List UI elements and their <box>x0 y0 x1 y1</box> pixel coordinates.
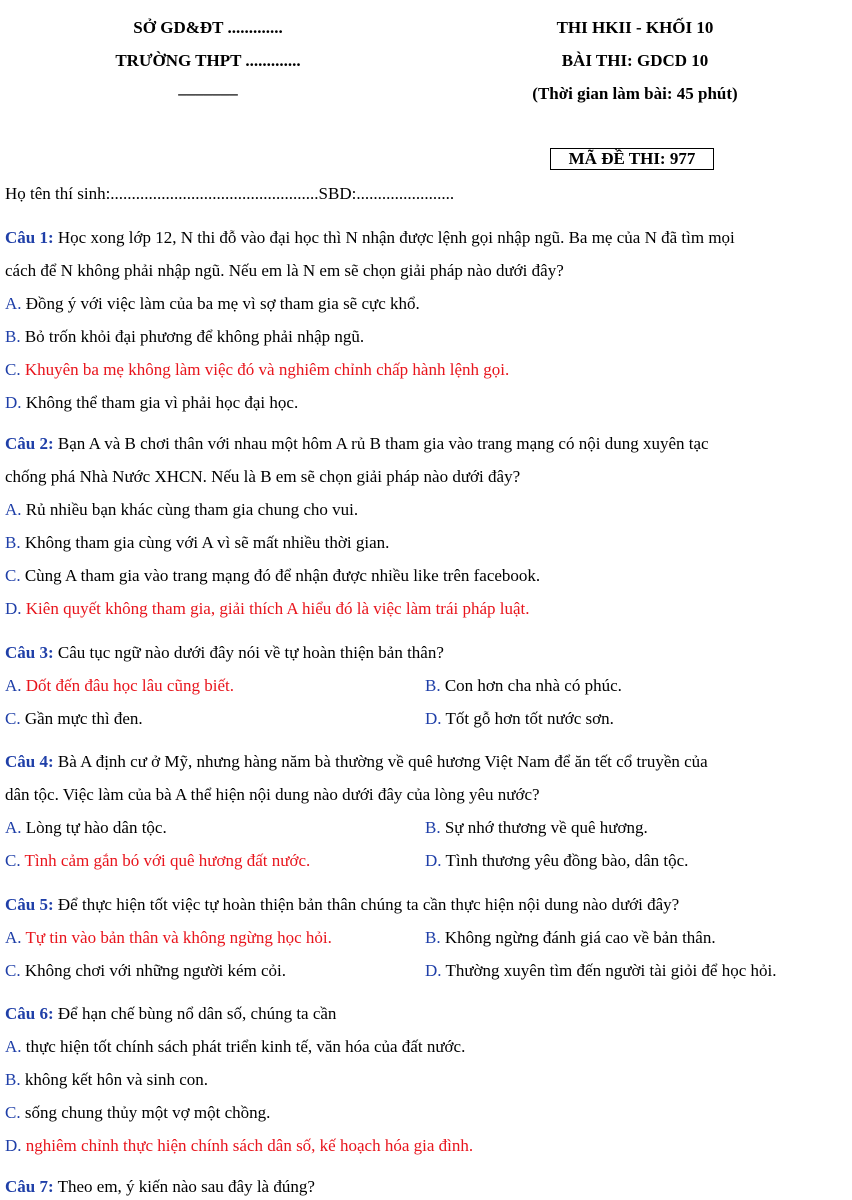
option-text: Đồng ý với việc làm của ba mẹ vì sợ tham gia sẽ cực khổ. <box>21 294 420 313</box>
option-text: sống chung thủy một vợ một chồng. <box>20 1103 271 1122</box>
option-text-correct: Tự tin vào bản thân và không ngừng học hỏi. <box>21 928 332 947</box>
question-6-option-d <box>5 1136 845 1156</box>
option-letter: D. <box>5 1136 22 1155</box>
question-6-option-a <box>5 1037 845 1057</box>
option-letter: B. <box>425 818 441 837</box>
option-letter: B. <box>5 327 21 346</box>
option-letter: C. <box>5 566 21 585</box>
exam-title: THI HKII - KHỐI 10 <box>556 18 714 37</box>
question-text: chống phá Nhà Nước XHCN. Nếu là B em sẽ chọn giải pháp nào dưới đây? <box>5 467 521 486</box>
option-letter: A. <box>5 818 22 837</box>
exam-code-box: MÃ ĐỀ THI: 977 <box>550 148 714 170</box>
question-2-line-2 <box>5 467 845 487</box>
question-1-line-1 <box>5 228 845 248</box>
question-4-option-b <box>425 818 648 838</box>
option-letter: C. <box>5 360 21 379</box>
student-info-line: Họ tên thí sinh:.................................................SBD:....................... <box>5 184 455 203</box>
question-label: Câu 5: <box>5 895 54 914</box>
question-1-option-c <box>5 360 845 380</box>
option-letter: B. <box>425 676 441 695</box>
question-1-line-2 <box>5 261 845 281</box>
question-label: Câu 4: <box>5 752 54 771</box>
question-3-options-row-2 <box>5 709 845 729</box>
question-label: Câu 1: <box>5 228 54 247</box>
option-text-correct: Khuyên ba mẹ không làm việc đó và nghiêm chỉnh chấp hành lệnh gọi. <box>20 360 510 379</box>
question-text: Câu tục ngữ nào dưới đây nói về tự hoàn thiện bản thân? <box>53 643 444 662</box>
department-heading: SỞ GD&ĐT ............. <box>133 18 283 37</box>
option-letter: D. <box>425 709 442 728</box>
question-7-line-1 <box>5 1177 845 1197</box>
option-text: Gần mực thì đen. <box>20 709 143 728</box>
question-text: Để thực hiện tốt việc tự hoàn thiện bản thân chúng ta cần thực hiện nội dung nào dưới đây? <box>53 895 680 914</box>
question-label: Câu 7: <box>5 1177 54 1196</box>
question-3-options-row-1 <box>5 676 845 696</box>
question-2-option-d <box>5 599 845 619</box>
option-letter: D. <box>425 961 442 980</box>
question-text: Để hạn chế bùng nổ dân số, chúng ta cần <box>53 1004 337 1023</box>
question-5-options-row-1 <box>5 928 845 948</box>
question-text: Theo em, ý kiến nào sau đây là đúng? <box>53 1177 315 1196</box>
question-text: Bà A định cư ở Mỹ, nhưng hàng năm bà thường về quê hương Việt Nam để ăn tết cổ truyền của <box>53 752 708 771</box>
option-letter: C. <box>5 709 21 728</box>
question-text: Học xong lớp 12, N thi đỗ vào đại học thì N nhận được lệnh gọi nhập ngũ. Ba mẹ của N đã tìm mọi <box>53 228 735 247</box>
question-4-options-row-2 <box>5 851 845 871</box>
option-text: Con hơn cha nhà có phúc. <box>440 676 622 695</box>
option-letter: A. <box>5 928 22 947</box>
option-text: Không chơi với những người kém cỏi. <box>20 961 287 980</box>
option-text: Tốt gỗ hơn tốt nước sơn. <box>441 709 614 728</box>
question-5-options-row-2 <box>5 961 845 981</box>
question-label: Câu 6: <box>5 1004 54 1023</box>
option-text-correct: Kiên quyết không tham gia, giải thích A hiểu đó là việc làm trái pháp luật. <box>21 599 530 618</box>
question-text: Bạn A và B chơi thân với nhau một hôm A rủ B tham gia vào trang mạng có nội dung xuyên tạc <box>53 434 709 453</box>
option-letter: B. <box>5 533 21 552</box>
subject-title: BÀI THI: GDCD 10 <box>561 51 709 70</box>
question-4-option-d <box>425 851 688 871</box>
question-2-option-c <box>5 566 845 586</box>
option-text: Không ngừng đánh giá cao về bản thân. <box>440 928 716 947</box>
option-text-correct: Tình cảm gắn bó với quê hương đất nước. <box>20 851 311 870</box>
question-2-option-b <box>5 533 845 553</box>
question-4-line-1 <box>5 752 845 772</box>
option-text: thực hiện tốt chính sách phát triển kinh tế, văn hóa của đất nước. <box>21 1037 466 1056</box>
question-1-option-b <box>5 327 845 347</box>
option-text: Tình thương yêu đồng bào, dân tộc. <box>441 851 689 870</box>
question-1-option-a <box>5 294 845 314</box>
school-heading: TRƯỜNG THPT ............. <box>115 51 301 70</box>
option-letter: D. <box>5 599 22 618</box>
question-label: Câu 2: <box>5 434 54 453</box>
question-3-option-d <box>425 709 614 729</box>
option-letter: B. <box>425 928 441 947</box>
option-text: không kết hôn và sinh con. <box>20 1070 209 1089</box>
option-letter: C. <box>5 961 21 980</box>
option-text: Cùng A tham gia vào trang mạng đó để nhận được nhiều like trên facebook. <box>20 566 541 585</box>
question-6-option-c <box>5 1103 845 1123</box>
header-divider: ––––––– <box>178 84 238 103</box>
question-3-line-1 <box>5 643 845 663</box>
option-letter: C. <box>5 1103 21 1122</box>
option-text-correct: Dốt đến đâu học lâu cũng biết. <box>21 676 234 695</box>
question-text: cách để N không phải nhập ngũ. Nếu em là N em sẽ chọn giải pháp nào dưới đây? <box>5 261 564 280</box>
option-text-correct: nghiêm chỉnh thực hiện chính sách dân số, kế hoạch hóa gia đình. <box>21 1136 474 1155</box>
option-letter: A. <box>5 1037 22 1056</box>
question-2-option-a <box>5 500 845 520</box>
option-text: Không tham gia cùng với A vì sẽ mất nhiều thời gian. <box>20 533 390 552</box>
option-letter: C. <box>5 851 21 870</box>
question-3-option-b <box>425 676 622 696</box>
option-text: Thường xuyên tìm đến người tài giỏi để học hỏi. <box>441 961 777 980</box>
question-5-line-1 <box>5 895 845 915</box>
option-letter: A. <box>5 676 22 695</box>
question-1-option-d <box>5 393 845 413</box>
question-5-option-b <box>425 928 716 948</box>
question-6-option-b <box>5 1070 845 1090</box>
option-text: Bỏ trốn khỏi đại phương để không phải nhập ngũ. <box>20 327 365 346</box>
question-5-option-d <box>425 961 777 981</box>
option-letter: A. <box>5 500 22 519</box>
option-letter: A. <box>5 294 22 313</box>
question-text: dân tộc. Việc làm của bà A thể hiện nội dung nào dưới đây của lòng yêu nước? <box>5 785 540 804</box>
option-letter: B. <box>5 1070 21 1089</box>
option-text: Sự nhớ thương về quê hương. <box>440 818 648 837</box>
option-text: Rủ nhiều bạn khác cùng tham gia chung cho vui. <box>21 500 359 519</box>
question-2-line-1 <box>5 434 845 454</box>
option-text: Lòng tự hào dân tộc. <box>21 818 167 837</box>
option-text: Không thể tham gia vì phải học đại học. <box>21 393 299 412</box>
question-label: Câu 3: <box>5 643 54 662</box>
option-letter: D. <box>425 851 442 870</box>
question-6-line-1 <box>5 1004 845 1024</box>
question-4-options-row-1 <box>5 818 845 838</box>
exam-duration: (Thời gian làm bài: 45 phút) <box>532 84 738 103</box>
option-letter: D. <box>5 393 22 412</box>
question-4-line-2 <box>5 785 845 805</box>
